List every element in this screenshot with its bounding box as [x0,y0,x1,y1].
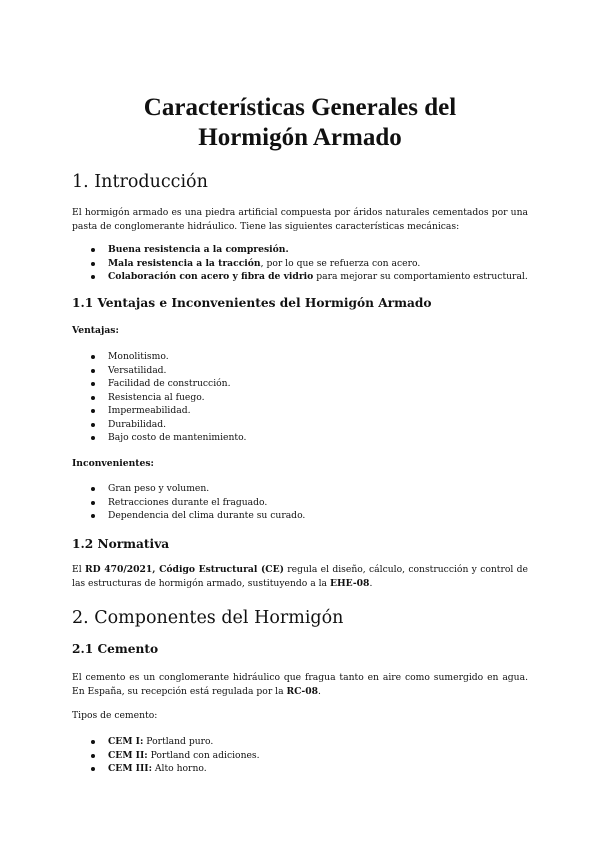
document-title [72,93,528,153]
list-item: Facilidad de construcción. [72,377,528,391]
bold-run: EHE-08 [329,577,370,589]
list-item-bold: Colaboración con acero y fibra de vidrio [108,271,314,282]
list-item: CEM I: Portland puro. [72,735,528,749]
disadvantages-label: Inconvenientes: [72,458,154,469]
list-item: Dependencia del clima durante su curado. [72,509,528,523]
cement-types-label: Tipos de cemento: [72,710,158,721]
list-item: Resistencia al fuego. [72,391,528,405]
list-item: Monolitismo. [72,350,528,364]
list-item: Retracciones durante el fraguado. [72,496,528,510]
list-item-bold: Buena resistencia a la compresión. [108,244,289,255]
section-heading-introduccion: 1. Introducción [72,172,208,192]
list-item-bold: CEM I: [108,736,144,747]
list-item: Mala resistencia a la tracción, por lo que se refuerza con acero. [72,257,528,271]
list-item: CEM II: Portland con adiciones. [72,749,528,763]
list-item: Versatilidad. [72,364,528,378]
list-item-bold: Mala resistencia a la tracción [108,257,261,269]
title-line-2: Hormigón Armado [198,124,402,151]
list-item: Durabilidad. [72,418,528,432]
cement-types-list [72,735,528,776]
bold-run: RD 470/2021, Código Estructural (CE) [84,564,284,575]
features-list [72,243,528,284]
list-item: CEM III: Alto horno. [72,762,528,776]
list-item: Colaboración con acero y fibra de vidrio para mejorar su comportamiento estructural. [72,270,528,284]
bold-run: RC-08 [286,685,319,697]
list-item: Gran peso y volumen. [72,482,528,496]
normativa-paragraph: El RD 470/2021, Código Estructural (CE) regula el diseño, cálculo, construcción y control de las estructuras de hormigón armado, sustituyendo a la EHE-08. [72,564,528,589]
title-line-1: Características Generales del [143,94,457,121]
list-item [72,243,528,257]
advantages-label: Ventajas: [72,325,119,336]
cemento-paragraph: El cemento es un conglomerante hidráulico que fragua tanto en aire como sumergido en agua. En España, su recepción está regulada por la RC-08. [72,672,528,697]
section-heading-cemento: 2.1 Cemento [72,642,159,656]
list-item: Impermeabilidad. [72,404,528,418]
section-heading-ventajas-inconvenientes: 1.1 Ventajas e Inconvenientes del Hormigón Armado [72,296,432,310]
section-heading-normativa: 1.2 Normativa [72,537,170,551]
disadvantages-list [72,482,528,523]
list-item: Bajo costo de mantenimiento. [72,431,528,445]
advantages-list [72,350,528,445]
list-item-bold: CEM II: [108,749,148,761]
list-item-bold: CEM III: [108,763,152,774]
intro-paragraph: El hormigón armado es una piedra artificial compuesta por áridos naturales cementados por una pasta de conglomerante hidráulico. Tiene las siguientes características mecánicas: [72,207,528,232]
section-heading-componentes: 2. Componentes del Hormigón [72,608,344,628]
